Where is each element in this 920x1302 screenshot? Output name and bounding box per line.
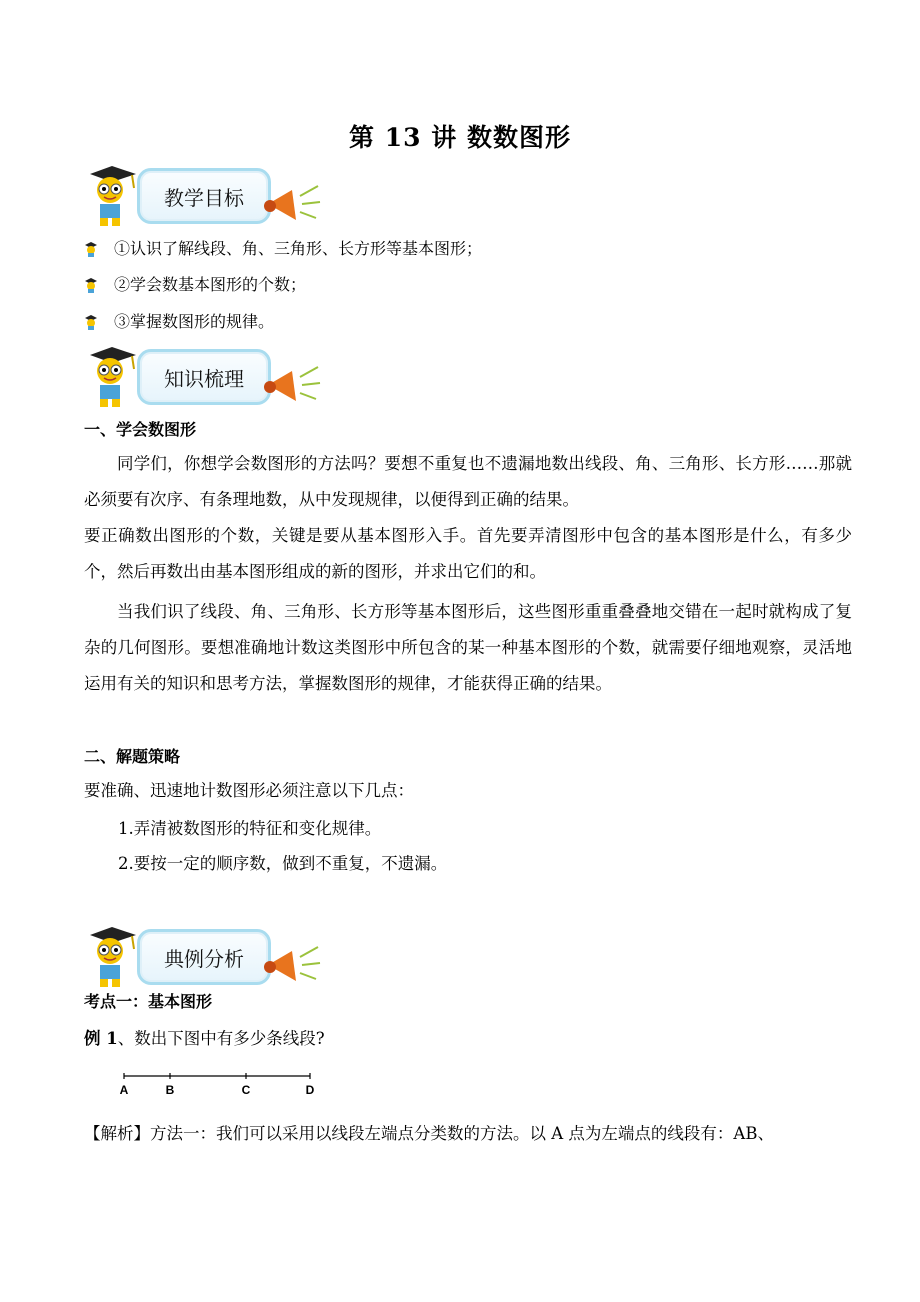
strategy-item: 1.弄清被数图形的特征和变化规律。 — [118, 819, 382, 838]
heading-part1: 一、学会数图形 — [84, 420, 197, 439]
example-label: 例 1 — [84, 1029, 118, 1048]
example-question-text: 、数出下图中有多少条线段? — [117, 1029, 325, 1048]
goal-text: ②学会数基本图形的个数； — [114, 275, 307, 294]
goal-text: ①认识了解线段、角、三角形、长方形等基本图形； — [114, 239, 483, 258]
strategy-item: 2.要按一定的顺序数，做到不重复，不遗漏。 — [118, 854, 448, 873]
section-title-goals: 教学目标 — [137, 168, 271, 224]
segment-diagram — [118, 1067, 318, 1099]
scholar-bullet-icon — [84, 241, 98, 257]
section-banner-knowledge — [82, 345, 332, 409]
paragraph: 当我们识了线段、角、三角形、长方形等基本图形后，这些图形重重叠叠地交错在一起时就构成了复杂的几何图形。要想准确地计数这类图形中所包含的某一种基本图形的个数，就需要仔细地观察，灵活地运用有关的知识和思考方法，掌握数图形的规律，才能获得正确的结果。 — [84, 602, 852, 693]
point-label: C — [241, 1083, 251, 1097]
point-label: A — [119, 1083, 129, 1097]
scholar-mascot-icon — [82, 345, 138, 409]
megaphone-icon — [262, 943, 322, 987]
scholar-mascot-icon — [82, 164, 138, 228]
megaphone-icon — [262, 363, 322, 407]
example-question — [84, 1027, 325, 1051]
kaodian-heading: 考点一：基本图形 — [84, 992, 213, 1011]
goal-text: ③掌握数图形的规律。 — [114, 312, 275, 331]
heading-part2: 二、解题策略 — [84, 747, 181, 766]
megaphone-icon — [262, 182, 322, 226]
strategy-intro: 要准确、迅速地计数图形必须注意以下几点： — [84, 781, 414, 800]
analysis-text: 【解析】方法一：我们可以采用以线段左端点分类数的方法。以 A 点为左端点的线段有：AB、 — [84, 1124, 774, 1143]
section-title-knowledge: 知识梳理 — [137, 349, 271, 405]
point-label: D — [305, 1083, 315, 1097]
goal-item — [84, 273, 306, 297]
section-banner-goals — [82, 164, 332, 228]
goal-item — [84, 237, 482, 261]
page-title: 第 13 讲 数数图形 — [349, 123, 571, 152]
paragraph: 要正确数出图形的个数，关键是要从基本图形入手。首先要弄清图形中包含的基本图形是什么，有多少个，然后再数出由基本图形组成的新的图形，并求出它们的和。 — [84, 526, 852, 581]
section-title-examples: 典例分析 — [137, 929, 271, 985]
paragraph: 同学们，你想学会数图形的方法吗？要想不重复也不遗漏地数出线段、角、三角形、长方形……那就必须要有次序、有条理地数，从中发现规律，以便得到正确的结果。 — [84, 454, 852, 509]
scholar-bullet-icon — [84, 277, 98, 293]
point-label: B — [165, 1083, 175, 1097]
scholar-mascot-icon — [82, 925, 138, 989]
goal-item — [84, 310, 274, 334]
section-banner-examples — [82, 925, 332, 989]
scholar-bullet-icon — [84, 314, 98, 330]
